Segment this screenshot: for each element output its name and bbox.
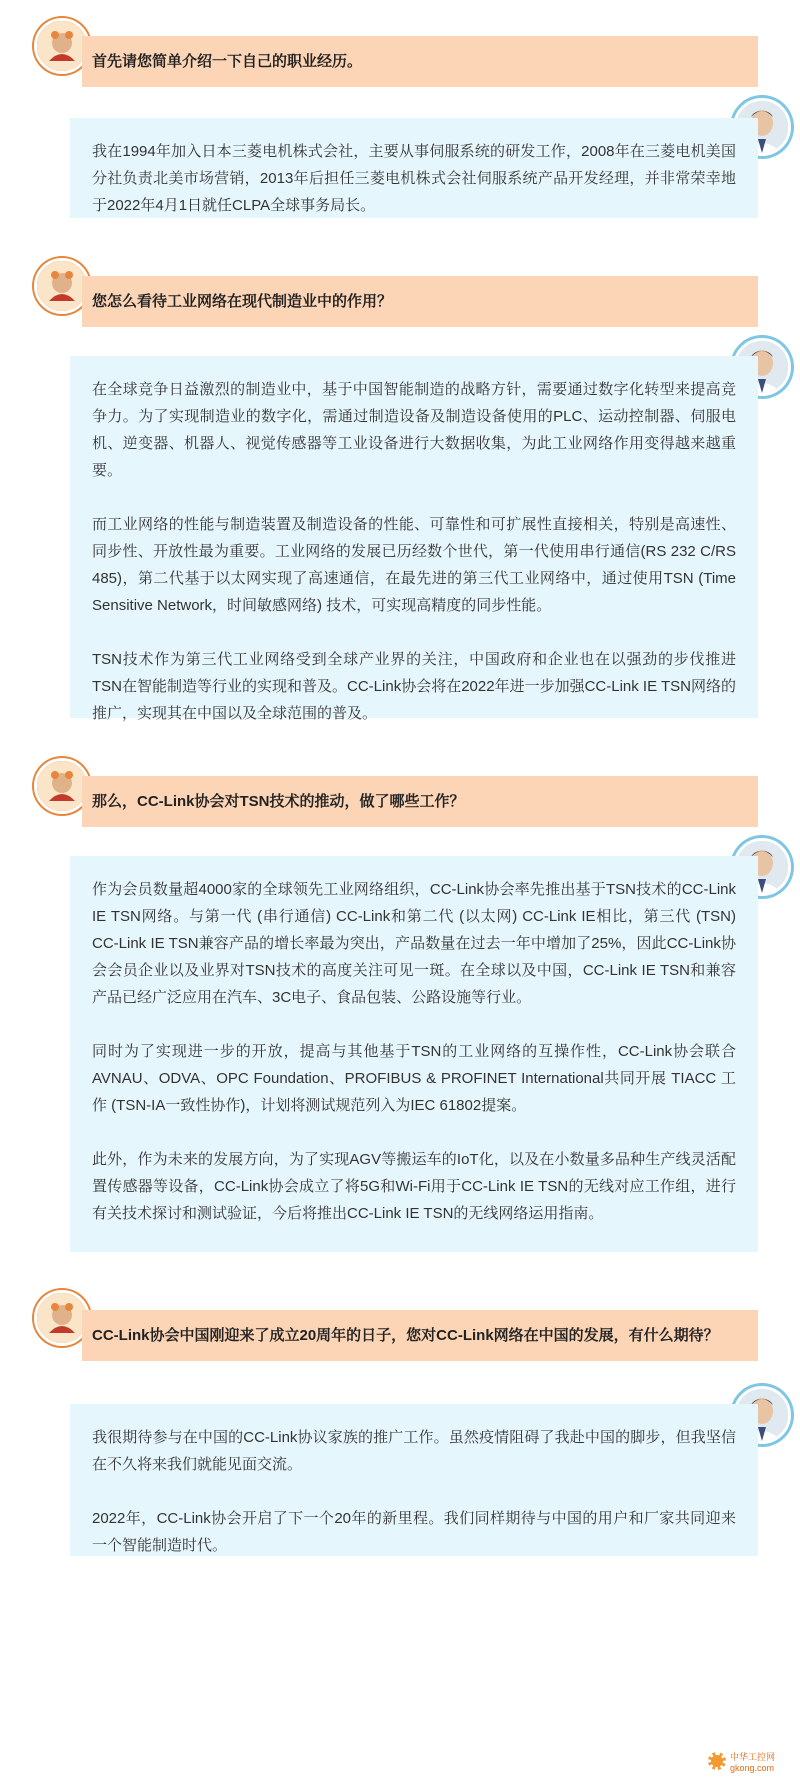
question-2-text: 您怎么看待工业网络在现代制造业中的作用？ [92,293,393,310]
answer-1 [70,118,758,218]
question-4 [82,1310,758,1361]
watermark-text: 中华工控网 gkong.com [730,1752,776,1773]
question-4-text: CC-Link协会中国刚迎来了成立20周年的日子，您对CC-Link网络在中国的发展，有什么期待？ [92,1327,719,1344]
answer-2-paragraph-3: TSN技术作为第三代工业网络受到全球产业界的关注，中国政府和企业也在以强劲的步伐推进TSN在智能制造等行业的实现和普及。CC-Link协会将在2022年进一步加强CC-Link IE TSN网络的推广，实现其在中国以及全球范围的普及。 [92,651,736,722]
question-3 [82,776,758,827]
answer-2-paragraph-2: 而工业网络的性能与制造装置及制造设备的性能、可靠性和可扩展性直接相关，特别是高速性、同步性、开放性最为重要。工业网络的发展已历经数个世代，第一代使用串行通信(RS 232 C/RS 485)，第二代基于以太网实现了高速通信，在最先进的第三代工业网络中，通过使用TSN (Time Sensitive Network，时间敏感网络) 技术，可实现高精度的同步性能。 [92,516,736,614]
answer-3-paragraph-1: 作为会员数量超4000家的全球领先工业网络组织，CC-Link协会率先推出基于TSN技术的CC-Link IE TSN网络。与第一代 (串行通信) CC-Link和第二代 (以太网) CC-Link IE相比，第三代 (TSN) CC-Link IE TSN兼容产品的增长率最为突出，产品数量在过去一年中增加了25%，因此CC-Link协会会员企业以及业界对TSN技术的高度关注可见一斑。在全球以及中国，CC-Link IE TSN和兼容产品已经广泛应用在汽车、3C电子、食品包装、公路设施等行业。 [92,881,736,1006]
answer-2 [70,356,758,722]
answer-3-paragraph-2: 同时为了实现进一步的开放，提高与其他基于TSN的工业网络的互操作性，CC-Link协会联合AVNAU、ODVA、OPC Foundation、PROFIBUS & PROFINET International共同开展 TIACC 工作 (TSN-IA一致性协作)，计划将测试规范列入为IEC 61802提案。 [92,1043,736,1114]
gear-icon [708,1752,726,1770]
answer-4-paragraph-2: 2022年，CC-Link协会开启了下一个20年的新里程。我们同样期待与中国的用户和厂家共同迎来一个智能制造时代。 [92,1510,736,1554]
question-1-text: 首先请您简单介绍一下自己的职业经历。 [92,53,363,70]
answer-2-paragraph-1: 在全球竞争日益激烈的制造业中，基于中国智能制造的战略方针，需要通过数字化转型来提高竞争力。为了实现制造业的数字化，需通过制造设备及制造设备使用的PLC、运动控制器、伺服电机、逆变器、机器人、视觉传感器等工业设备进行大数据收集，为此工业网络作用变得越来越重要。 [92,381,736,479]
question-1 [82,36,758,87]
answer-3-paragraph-3: 此外，作为未来的发展方向，为了实现AGV等搬运车的IoT化，以及在小数量多品种生产线灵活配置传感器等设备，CC-Link协会成立了将5G和Wi-Fi用于CC-Link IE TSN的无线对应工作组，进行有关技术探讨和测试验证，今后将推出CC-Link IE TSN的无线网络运用指南。 [92,1151,736,1222]
answer-4 [70,1404,758,1556]
answer-4-paragraph-1: 我很期待参与在中国的CC-Link协议家族的推广工作。虽然疫情阻碍了我赴中国的脚步，但我坚信在不久将来我们就能见面交流。 [92,1429,736,1473]
question-2 [82,276,758,327]
answer-3 [70,856,758,1252]
answer-1-paragraph: 我在1994年加入日本三菱电机株式会社，主要从事伺服系统的研发工作，2008年在三菱电机美国分社负责北美市场营销，2013年后担任三菱电机株式会社伺服系统产品开发经理，并非常荣幸地于2022年4月1日就任CLPA全球事务局长。 [92,143,736,214]
watermark-logo [708,1752,796,1774]
question-3-text: 那么，CC-Link协会对TSN技术的推动，做了哪些工作？ [92,793,465,810]
